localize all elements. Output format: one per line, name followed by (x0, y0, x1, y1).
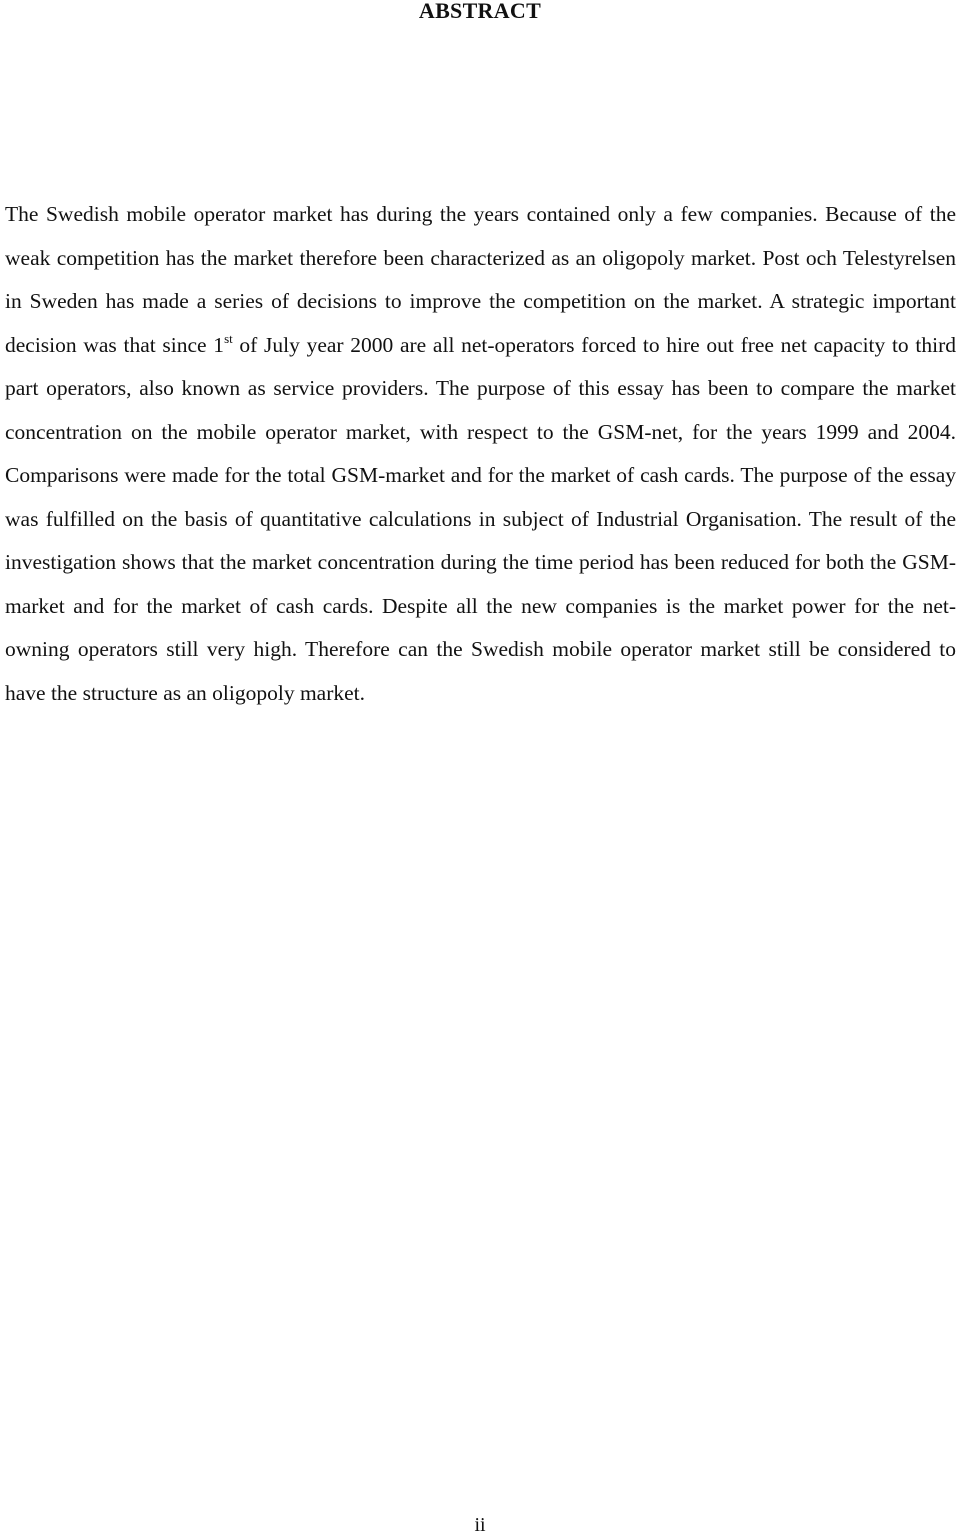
abstract-paragraph (5, 193, 956, 715)
abstract-text-part-1: The Swedish mobile operator market has during the years contained only a few companies. Because of the weak competition has the market therefore been characterized as an oligopoly market. Post och Telestyrelsen in Sweden has made a series of decisions to improve the competition on the market. A strategic important decision was that since 1 (5, 202, 956, 357)
page-number: ii (474, 1514, 486, 1536)
page-title: ABSTRACT (418, 0, 542, 23)
ordinal-superscript: st (224, 330, 233, 346)
abstract-text-part-2: of July year 2000 are all net-operators forced to hire out free net capacity to third part operators, also known as service providers. The purpose of this essay has been to compare the market concentration on the mobile operator market, with respect to the GSM-net, for the years 1999 and 2004. Comparisons were made for the total GSM-market and for the market of cash cards. The purpose of the essay was fulfilled on the basis of quantitative calculations in subject of Industrial Organisation. The result of the investigation shows that the market concentration during the time period has been reduced for both the GSM-market and for the market of cash cards. Despite all the new companies is the market power for the net-owning operators still very high. Therefore can the Swedish mobile operator market still be considered to have the structure as an oligopoly market. (5, 332, 956, 705)
